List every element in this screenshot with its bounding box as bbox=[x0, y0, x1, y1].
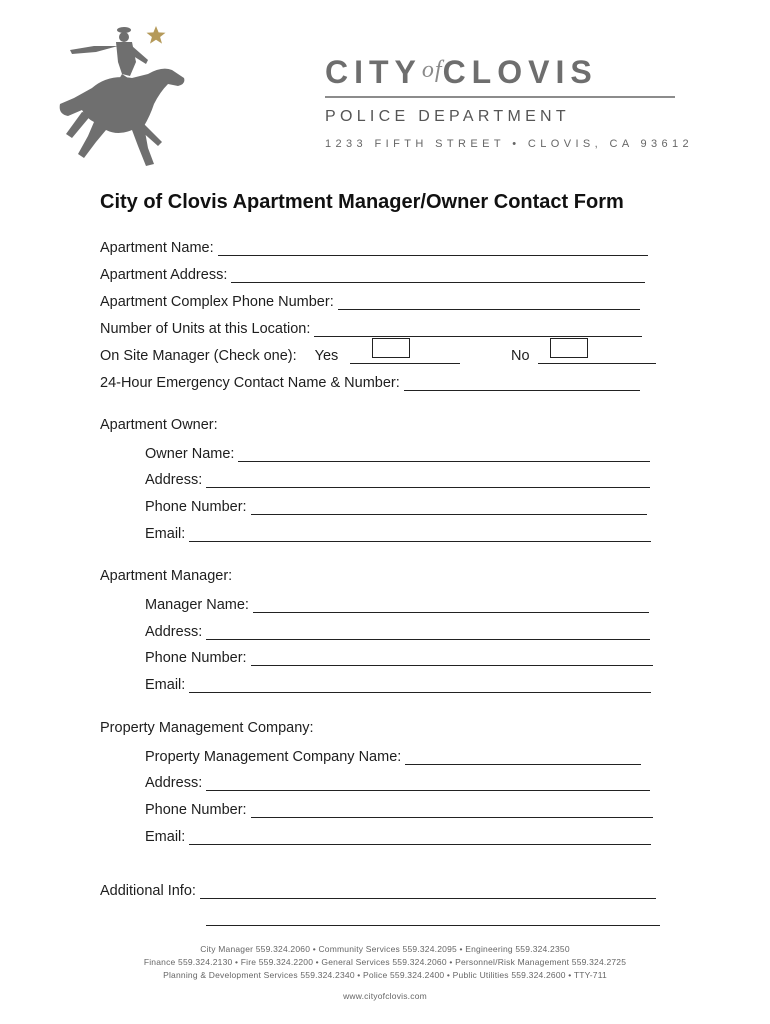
owner-phone-label: Phone Number: bbox=[145, 499, 247, 515]
city-of-clovis-title: CITYofCLOVIS bbox=[325, 54, 598, 90]
department-name: POLICE DEPARTMENT bbox=[325, 108, 570, 125]
pm-name-label: Property Management Company Name: bbox=[145, 749, 402, 765]
footer-line-3: Planning & Development Services 559.324.2340 • Police 559.324.2400 • Public Utilities 559.324.2600 • TTY-711 bbox=[163, 970, 607, 980]
units-label: Number of Units at this Location: bbox=[100, 321, 311, 337]
owner-name-field[interactable] bbox=[145, 444, 650, 462]
manager-address-line[interactable] bbox=[206, 625, 650, 640]
form-title: City of Clovis Apartment Manager/Owner Contact Form bbox=[100, 191, 624, 213]
pm-address-field[interactable] bbox=[145, 773, 650, 791]
no-label: No bbox=[511, 348, 530, 364]
footer-website: www.cityofclovis.com bbox=[343, 991, 427, 1001]
apartment-name-label: Apartment Name: bbox=[100, 240, 214, 256]
apartment-name-field[interactable] bbox=[100, 238, 648, 256]
units-line[interactable] bbox=[314, 322, 642, 337]
manager-phone-label: Phone Number: bbox=[145, 650, 247, 666]
emergency-contact-label: 24-Hour Emergency Contact Name & Number: bbox=[100, 375, 400, 391]
footer-line-2: Finance 559.324.2130 • Fire 559.324.2200 • General Services 559.324.2060 • Personnel/Risk Management 559.324.2725 bbox=[143, 957, 627, 967]
emergency-contact-line[interactable] bbox=[404, 376, 640, 391]
owner-address-field[interactable] bbox=[145, 470, 650, 488]
pm-phone-field[interactable] bbox=[145, 800, 653, 818]
manager-address-label: Address: bbox=[145, 624, 203, 640]
manager-email-label: Email: bbox=[145, 677, 186, 693]
owner-name-label: Owner Name: bbox=[145, 446, 235, 462]
manager-phone-field[interactable] bbox=[145, 648, 653, 666]
manager-email-line[interactable] bbox=[189, 678, 651, 693]
pm-address-line[interactable] bbox=[206, 776, 650, 791]
pm-name-line[interactable] bbox=[405, 750, 641, 765]
no-checkbox[interactable] bbox=[550, 338, 588, 358]
manager-phone-line[interactable] bbox=[251, 651, 653, 666]
pm-address-label: Address: bbox=[145, 775, 203, 791]
apartment-address-line[interactable] bbox=[231, 268, 645, 283]
manager-name-line[interactable] bbox=[253, 598, 649, 613]
star-icon bbox=[147, 26, 166, 44]
manager-name-field[interactable] bbox=[145, 595, 649, 613]
owner-address-line[interactable] bbox=[206, 473, 650, 488]
owner-phone-line[interactable] bbox=[251, 500, 647, 515]
owner-email-field[interactable] bbox=[145, 524, 651, 542]
pm-email-label: Email: bbox=[145, 829, 186, 845]
owner-email-label: Email: bbox=[145, 526, 186, 542]
owner-name-line[interactable] bbox=[238, 447, 650, 462]
bucking-horse-rider-logo bbox=[52, 18, 192, 178]
header-divider bbox=[325, 96, 675, 98]
footer-line-1: City Manager 559.324.2060 • Community Services 559.324.2095 • Engineering 559.324.2350 bbox=[200, 944, 570, 954]
department-address: 1233 FIFTH STREET • CLOVIS, CA 93612 bbox=[325, 138, 694, 150]
apartment-address-label: Apartment Address: bbox=[100, 267, 228, 283]
pm-section-heading: Property Management Company: bbox=[100, 720, 314, 736]
owner-address-label: Address: bbox=[145, 472, 203, 488]
apartment-name-line[interactable] bbox=[218, 241, 648, 256]
units-field[interactable] bbox=[100, 319, 642, 337]
apartment-address-field[interactable] bbox=[100, 265, 645, 283]
city-header bbox=[325, 52, 694, 150]
complex-phone-field[interactable] bbox=[100, 292, 640, 310]
manager-name-label: Manager Name: bbox=[145, 597, 249, 613]
onsite-manager-label: On Site Manager (Check one): bbox=[100, 348, 297, 364]
additional-info-line-2-row[interactable] bbox=[206, 908, 660, 926]
emergency-contact-field[interactable] bbox=[100, 373, 640, 391]
pm-phone-label: Phone Number: bbox=[145, 802, 247, 818]
manager-email-field[interactable] bbox=[145, 675, 651, 693]
additional-info-line-1[interactable] bbox=[200, 884, 656, 899]
pm-email-line[interactable] bbox=[189, 830, 651, 845]
yes-label: Yes bbox=[314, 348, 339, 364]
yes-checkbox[interactable] bbox=[372, 338, 410, 358]
complex-phone-line[interactable] bbox=[338, 295, 640, 310]
additional-info-field[interactable] bbox=[100, 881, 656, 899]
owner-section-heading: Apartment Owner: bbox=[100, 417, 218, 433]
complex-phone-label: Apartment Complex Phone Number: bbox=[100, 294, 334, 310]
pm-email-field[interactable] bbox=[145, 827, 651, 845]
additional-info-label: Additional Info: bbox=[100, 883, 196, 899]
owner-phone-field[interactable] bbox=[145, 497, 647, 515]
manager-section-heading: Apartment Manager: bbox=[100, 568, 233, 584]
owner-email-line[interactable] bbox=[189, 527, 651, 542]
additional-info-line-2[interactable] bbox=[206, 911, 660, 926]
pm-phone-line[interactable] bbox=[251, 803, 653, 818]
pm-name-field[interactable] bbox=[145, 747, 641, 765]
manager-address-field[interactable] bbox=[145, 622, 650, 640]
